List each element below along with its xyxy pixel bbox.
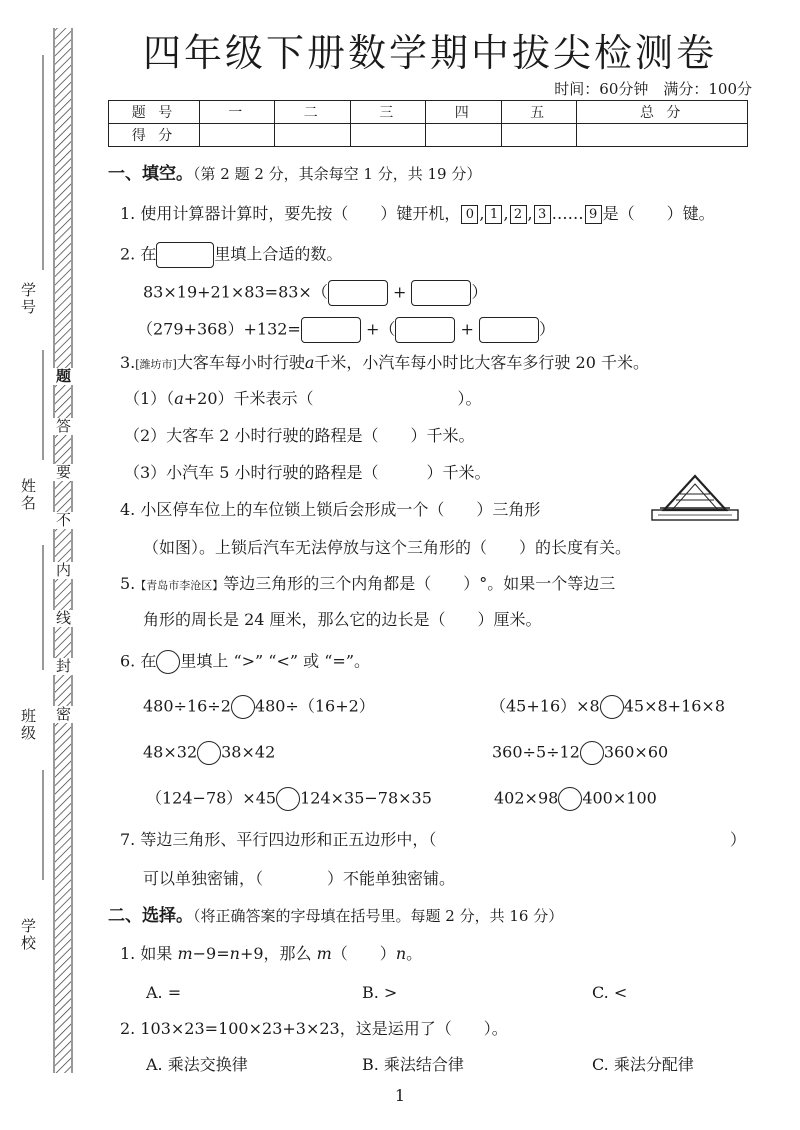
expression-1 — [143, 280, 487, 306]
compare-item — [143, 741, 275, 765]
question-1-3-sub-3: （3）小汽车 5 小时行驶的路程是（ ）千米。 — [124, 463, 491, 482]
question-1-7-close: ） — [730, 830, 747, 849]
question-1-4-line-2: （如图）。上锁后汽车无法停放与这个三角形的（ ）的长度有关。 — [143, 538, 632, 557]
question-text: +9，那么 — [239, 944, 317, 963]
expression-text: 480÷（16+2） — [254, 696, 375, 716]
question-text: 等边三角形的三个内角都是（ ）°。如果一个等边三 — [223, 574, 616, 593]
table-cell: 一 — [200, 101, 275, 124]
expression-text: 83×19+21×83=83×（ — [143, 282, 328, 302]
compare-circle[interactable] — [197, 741, 221, 765]
question-text: −9= — [192, 944, 230, 963]
table-cell: 二 — [275, 101, 350, 124]
option-c[interactable]: C. < — [592, 983, 628, 1002]
option-b[interactable]: B. > — [362, 983, 398, 1002]
key-icon: 3 — [534, 205, 551, 224]
option-a[interactable]: A. = — [146, 983, 182, 1002]
compare-item — [494, 787, 657, 811]
table-cell: 题 号 — [109, 101, 200, 124]
question-text: 千米，小汽车每小时比大客车多行驶 20 千米。 — [314, 353, 649, 372]
score-input-cell[interactable] — [275, 124, 350, 147]
question-1-2 — [120, 242, 342, 268]
seal-char: 题 — [54, 368, 72, 385]
expression-2 — [137, 317, 555, 343]
question-text: （1）（ — [124, 389, 175, 408]
question-text: 1. 使用计算器计算时，要先按（ ）键开机， — [120, 204, 461, 223]
expression-text: +（ — [365, 319, 396, 339]
compare-circle[interactable] — [231, 695, 255, 719]
question-text: 是（ ）键。 — [602, 204, 715, 223]
variable: n — [395, 944, 407, 963]
key-icon: 1 — [485, 205, 502, 224]
question-number: 5. — [120, 574, 136, 593]
time-info: 时间：60分钟 满分：100分 — [554, 80, 752, 98]
score-input-cell[interactable] — [577, 124, 748, 147]
section-1-heading — [108, 163, 481, 185]
section-note: （将正确答案的字母填在括号里。每题 2 分，共 16 分） — [193, 907, 564, 925]
table-row — [109, 124, 748, 147]
section-note: （第 2 题 2 分，其余每空 1 分，共 19 分） — [193, 165, 482, 183]
table-cell: 总 分 — [577, 101, 748, 124]
class-label: 班级 — [19, 708, 37, 742]
question-text: 6. 在 — [120, 651, 157, 671]
key-icon: 0 — [461, 205, 478, 224]
table-cell: 五 — [501, 101, 576, 124]
question-text: +20）千米表示（ ）。 — [183, 389, 482, 408]
variable: a — [174, 389, 184, 408]
question-text: 1. 如果 — [120, 944, 178, 963]
variable: m — [177, 944, 193, 963]
expression-text: + — [460, 319, 474, 339]
expression-text: 400×100 — [582, 788, 657, 808]
compare-item — [143, 695, 375, 719]
seal-char: 密 — [54, 706, 72, 723]
key-icon: 9 — [585, 205, 602, 224]
binding-margin — [0, 0, 100, 1130]
expression-text: 124×35−78×35 — [300, 788, 432, 808]
question-text: 。 — [406, 944, 423, 963]
compare-item — [146, 787, 432, 811]
seal-char: 封 — [54, 658, 72, 675]
compare-item — [492, 741, 668, 765]
expression-text: 480÷16÷2 — [143, 696, 231, 716]
compare-circle[interactable] — [156, 650, 180, 674]
answer-box[interactable] — [395, 317, 455, 343]
seal-char: 不 — [54, 512, 72, 529]
score-input-cell[interactable] — [501, 124, 576, 147]
ellipsis: …… — [551, 204, 584, 223]
expression-text: 402×98 — [494, 788, 559, 808]
question-text: 2. 在 — [120, 244, 157, 264]
question-2-2: 2. 103×23=100×23+3×23，这是运用了（ ）。 — [120, 1019, 508, 1038]
question-1-1: 1. 使用计算器计算时，要先按（ ）键开机， 0 , 1 , 2 , 3 …… 9 是（ ）键。 — [120, 204, 715, 223]
source-tag: [潍坊市] — [135, 358, 177, 371]
expression-text: 360×60 — [603, 742, 669, 762]
score-input-cell[interactable] — [350, 124, 425, 147]
source-tag: 【青岛市李沧区】 — [135, 579, 224, 592]
question-1-5-line-2: 角形的周长是 24 厘米，那么它的边长是（ ）厘米。 — [143, 610, 542, 629]
question-1-5-line-1 — [120, 573, 615, 597]
table-row — [109, 101, 748, 124]
score-input-cell[interactable] — [200, 124, 275, 147]
variable: m — [316, 944, 332, 963]
question-1-7-line-2: 可以单独密铺，（ ）不能单独密铺。 — [143, 869, 456, 888]
section-title: 一、填空。 — [108, 164, 193, 184]
question-text: 里填上 “>” “<” 或 “=”。 — [180, 651, 371, 671]
compare-circle[interactable] — [276, 787, 300, 811]
table-cell: 四 — [426, 101, 501, 124]
question-1-3 — [120, 352, 649, 376]
expression-text: （124−78）×45 — [146, 788, 277, 808]
page-number: 1 — [394, 1086, 406, 1105]
option-a[interactable]: A. 乘法交换律 — [146, 1055, 248, 1074]
answer-box[interactable] — [301, 317, 361, 343]
seal-char: 要 — [54, 464, 72, 481]
answer-box[interactable] — [411, 280, 471, 306]
compare-item — [490, 695, 725, 719]
expression-text: 360÷5÷12 — [492, 742, 580, 762]
compare-circle[interactable] — [580, 741, 604, 765]
score-table — [108, 100, 748, 147]
school-label: 学校 — [19, 918, 37, 952]
expression-text: 48×32 — [143, 742, 198, 762]
question-1-7-line-1: 7. 等边三角形、平行四边形和正五边形中，（ — [120, 830, 437, 849]
answer-box[interactable] — [479, 317, 539, 343]
expression-text: 45×8+16×8 — [623, 696, 726, 716]
student-id-label: 学号 — [19, 282, 37, 316]
compare-circle[interactable] — [558, 787, 582, 811]
expression-text: + — [392, 282, 407, 302]
question-text: 里填上合适的数。 — [214, 244, 343, 264]
seal-char: 答 — [54, 418, 72, 435]
key-icon: 2 — [510, 205, 527, 224]
question-1-3-sub-2: （2）大客车 2 小时行驶的路程是（ ）千米。 — [124, 426, 475, 445]
name-label: 姓名 — [19, 478, 37, 512]
question-text: 大客车每小时行驶 — [176, 353, 305, 372]
expression-text: 38×42 — [221, 742, 276, 762]
parking-lock-figure — [650, 468, 740, 526]
question-number: 3. — [120, 353, 136, 372]
variable: a — [304, 353, 315, 372]
answer-box[interactable] — [156, 242, 214, 268]
score-input-cell[interactable] — [426, 124, 501, 147]
expression-text: （45+16）×8 — [490, 696, 600, 716]
expression-text: （279+368）+132= — [137, 319, 301, 339]
variable: n — [229, 944, 240, 963]
question-1-3-sub-1 — [124, 388, 482, 410]
page-title: 四年级下册数学期中拔尖检测卷 — [142, 31, 717, 75]
compare-circle[interactable] — [600, 695, 624, 719]
question-text: （ ） — [331, 944, 396, 963]
table-cell: 三 — [350, 101, 425, 124]
option-b[interactable]: B. 乘法结合律 — [362, 1055, 464, 1074]
expression-text: ） — [471, 282, 488, 302]
section-2-heading — [108, 905, 563, 927]
answer-box[interactable] — [328, 280, 388, 306]
section-title: 二、选择。 — [108, 906, 193, 926]
expression-text: ） — [538, 319, 555, 339]
question-2-1 — [120, 943, 422, 965]
seal-char: 内 — [54, 562, 72, 579]
question-1-6 — [120, 650, 370, 674]
question-1-4-line-1: 4. 小区停车位上的车位锁上锁后会形成一个（ ）三角形 — [120, 500, 541, 519]
seal-char: 线 — [54, 610, 72, 627]
table-cell: 得 分 — [109, 124, 200, 147]
option-c[interactable]: C. 乘法分配律 — [592, 1055, 694, 1074]
